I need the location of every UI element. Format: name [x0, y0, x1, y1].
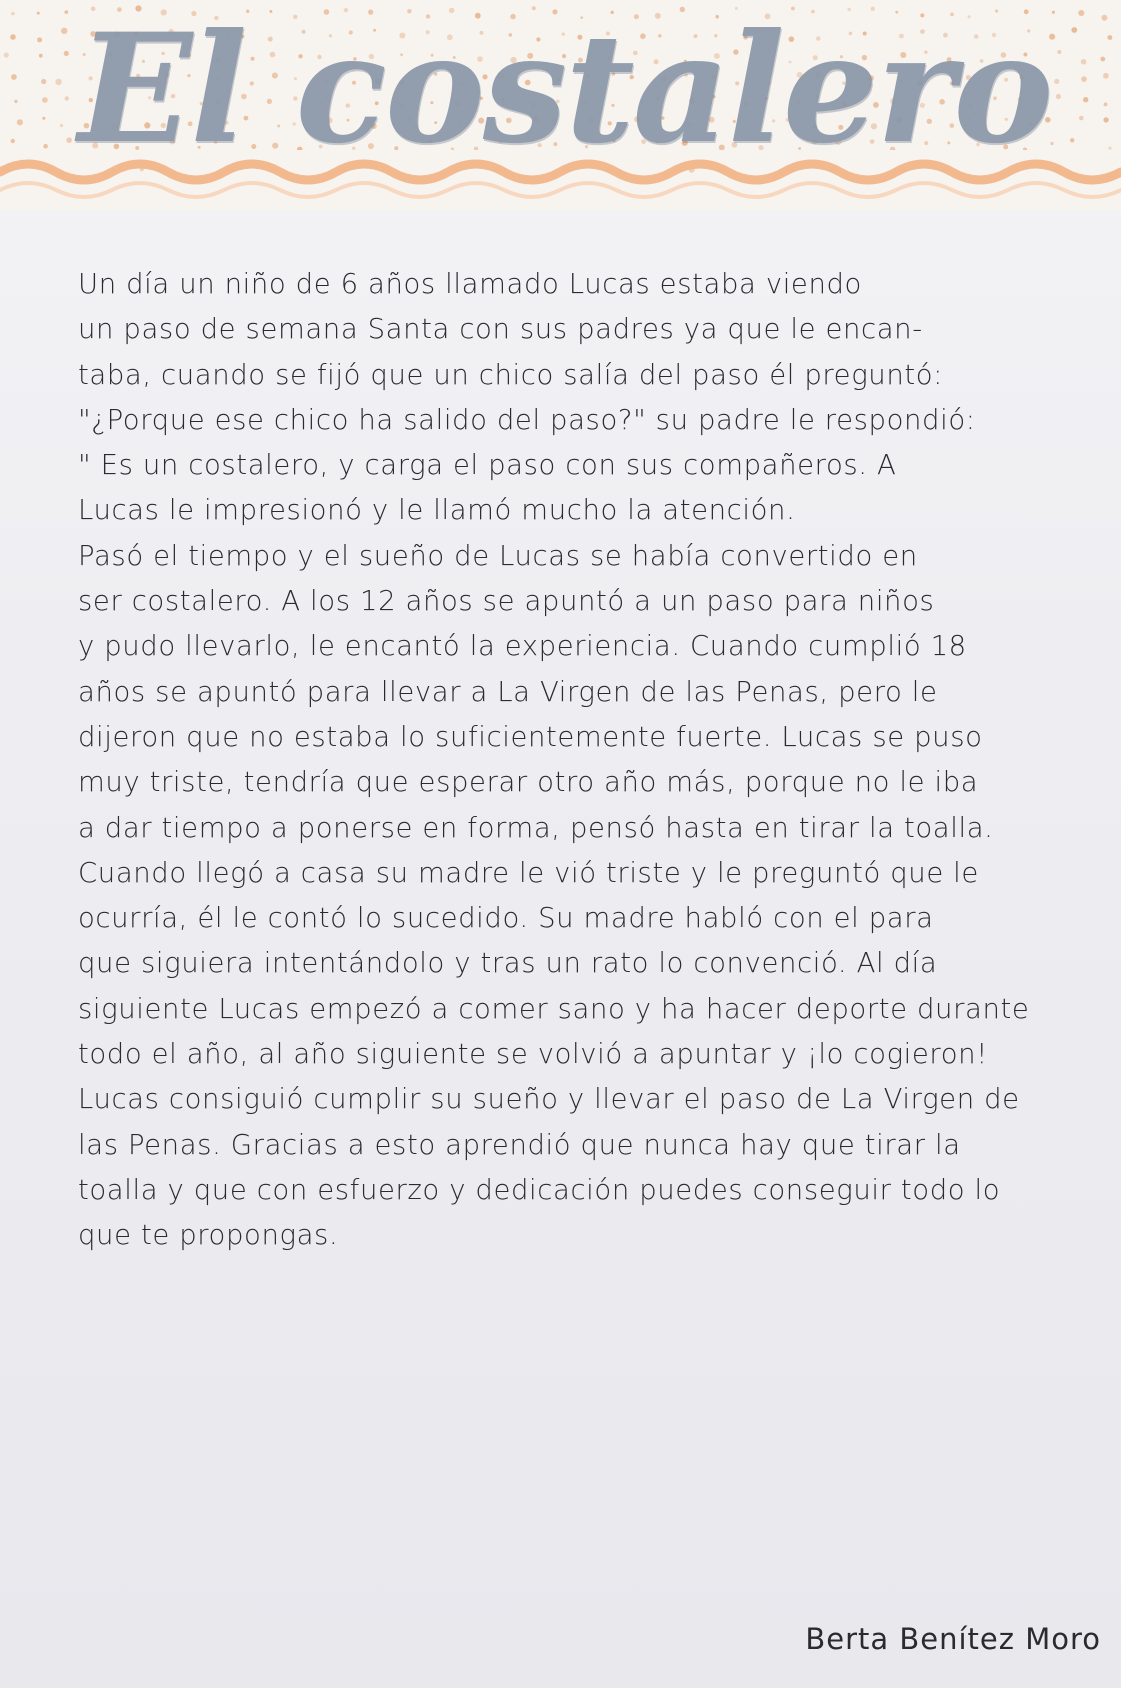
text-line: ocurría, él le contó lo sucedido. Su madre habló con el para	[78, 902, 934, 935]
text-line: dijeron que no estaba lo suficientemente fuerte. Lucas se puso	[78, 720, 983, 753]
text-line: años se apuntó para llevar a La Virgen de las Penas, pero le	[78, 675, 938, 708]
text-line: toalla y que con esfuerzo y dedicación puedes conseguir todo lo	[78, 1173, 1001, 1206]
text-line: Pasó el tiempo y el sueño de Lucas se había convertido en	[78, 539, 918, 572]
text-line: taba, cuando se fijó que un chico salía del paso él preguntó:	[78, 358, 944, 391]
text-line: todo el año, al año siguiente se volvió a apuntar y ¡lo cogieron!	[78, 1038, 988, 1071]
text-line: " Es un costalero, y carga el paso con sus compañeros. A	[78, 449, 897, 482]
text-line: que siguiera intentándolo y tras un rato lo convenció. Al día	[78, 947, 938, 980]
text-line: Un día un niño de 6 años llamado Lucas estaba viendo	[78, 268, 862, 300]
text-line: Cuando llegó a casa su madre le vió triste y le preguntó que le	[78, 856, 979, 889]
document-title: El costalero	[78, 1, 1052, 177]
text-line: siguiente Lucas empezó a comer sano y ha hacer deporte durante	[78, 992, 1030, 1025]
header-decoration	[0, 0, 1121, 210]
text-line: muy triste, tendría que esperar otro año más, porque no le iba	[78, 766, 979, 799]
author-signature: Berta Benítez Moro	[805, 1622, 1101, 1656]
text-line: Lucas consiguió cumplir su sueño y llevar el paso de La Virgen de	[78, 1083, 1020, 1116]
text-line: a dar tiempo a ponerse en forma, pensó hasta en tirar la toalla.	[78, 811, 994, 844]
text-line: y pudo llevarlo, le encantó la experiencia. Cuando cumplió 18	[78, 630, 967, 663]
text-line: un paso de semana Santa con sus padres ya que le encan-	[78, 313, 923, 346]
text-line: "¿Porque ese chico ha salido del paso?" su padre le respondió:	[78, 403, 976, 436]
text-line: Lucas le impresionó y le llamó mucho la atención.	[78, 494, 796, 527]
text-line: las Penas. Gracias a esto aprendió que nunca hay que tirar la	[78, 1128, 961, 1161]
text-line: que te propongas.	[78, 1219, 339, 1252]
text-line: ser costalero. A los 12 años se apuntó a un paso para niños	[78, 585, 935, 618]
story-text	[78, 262, 1088, 1259]
